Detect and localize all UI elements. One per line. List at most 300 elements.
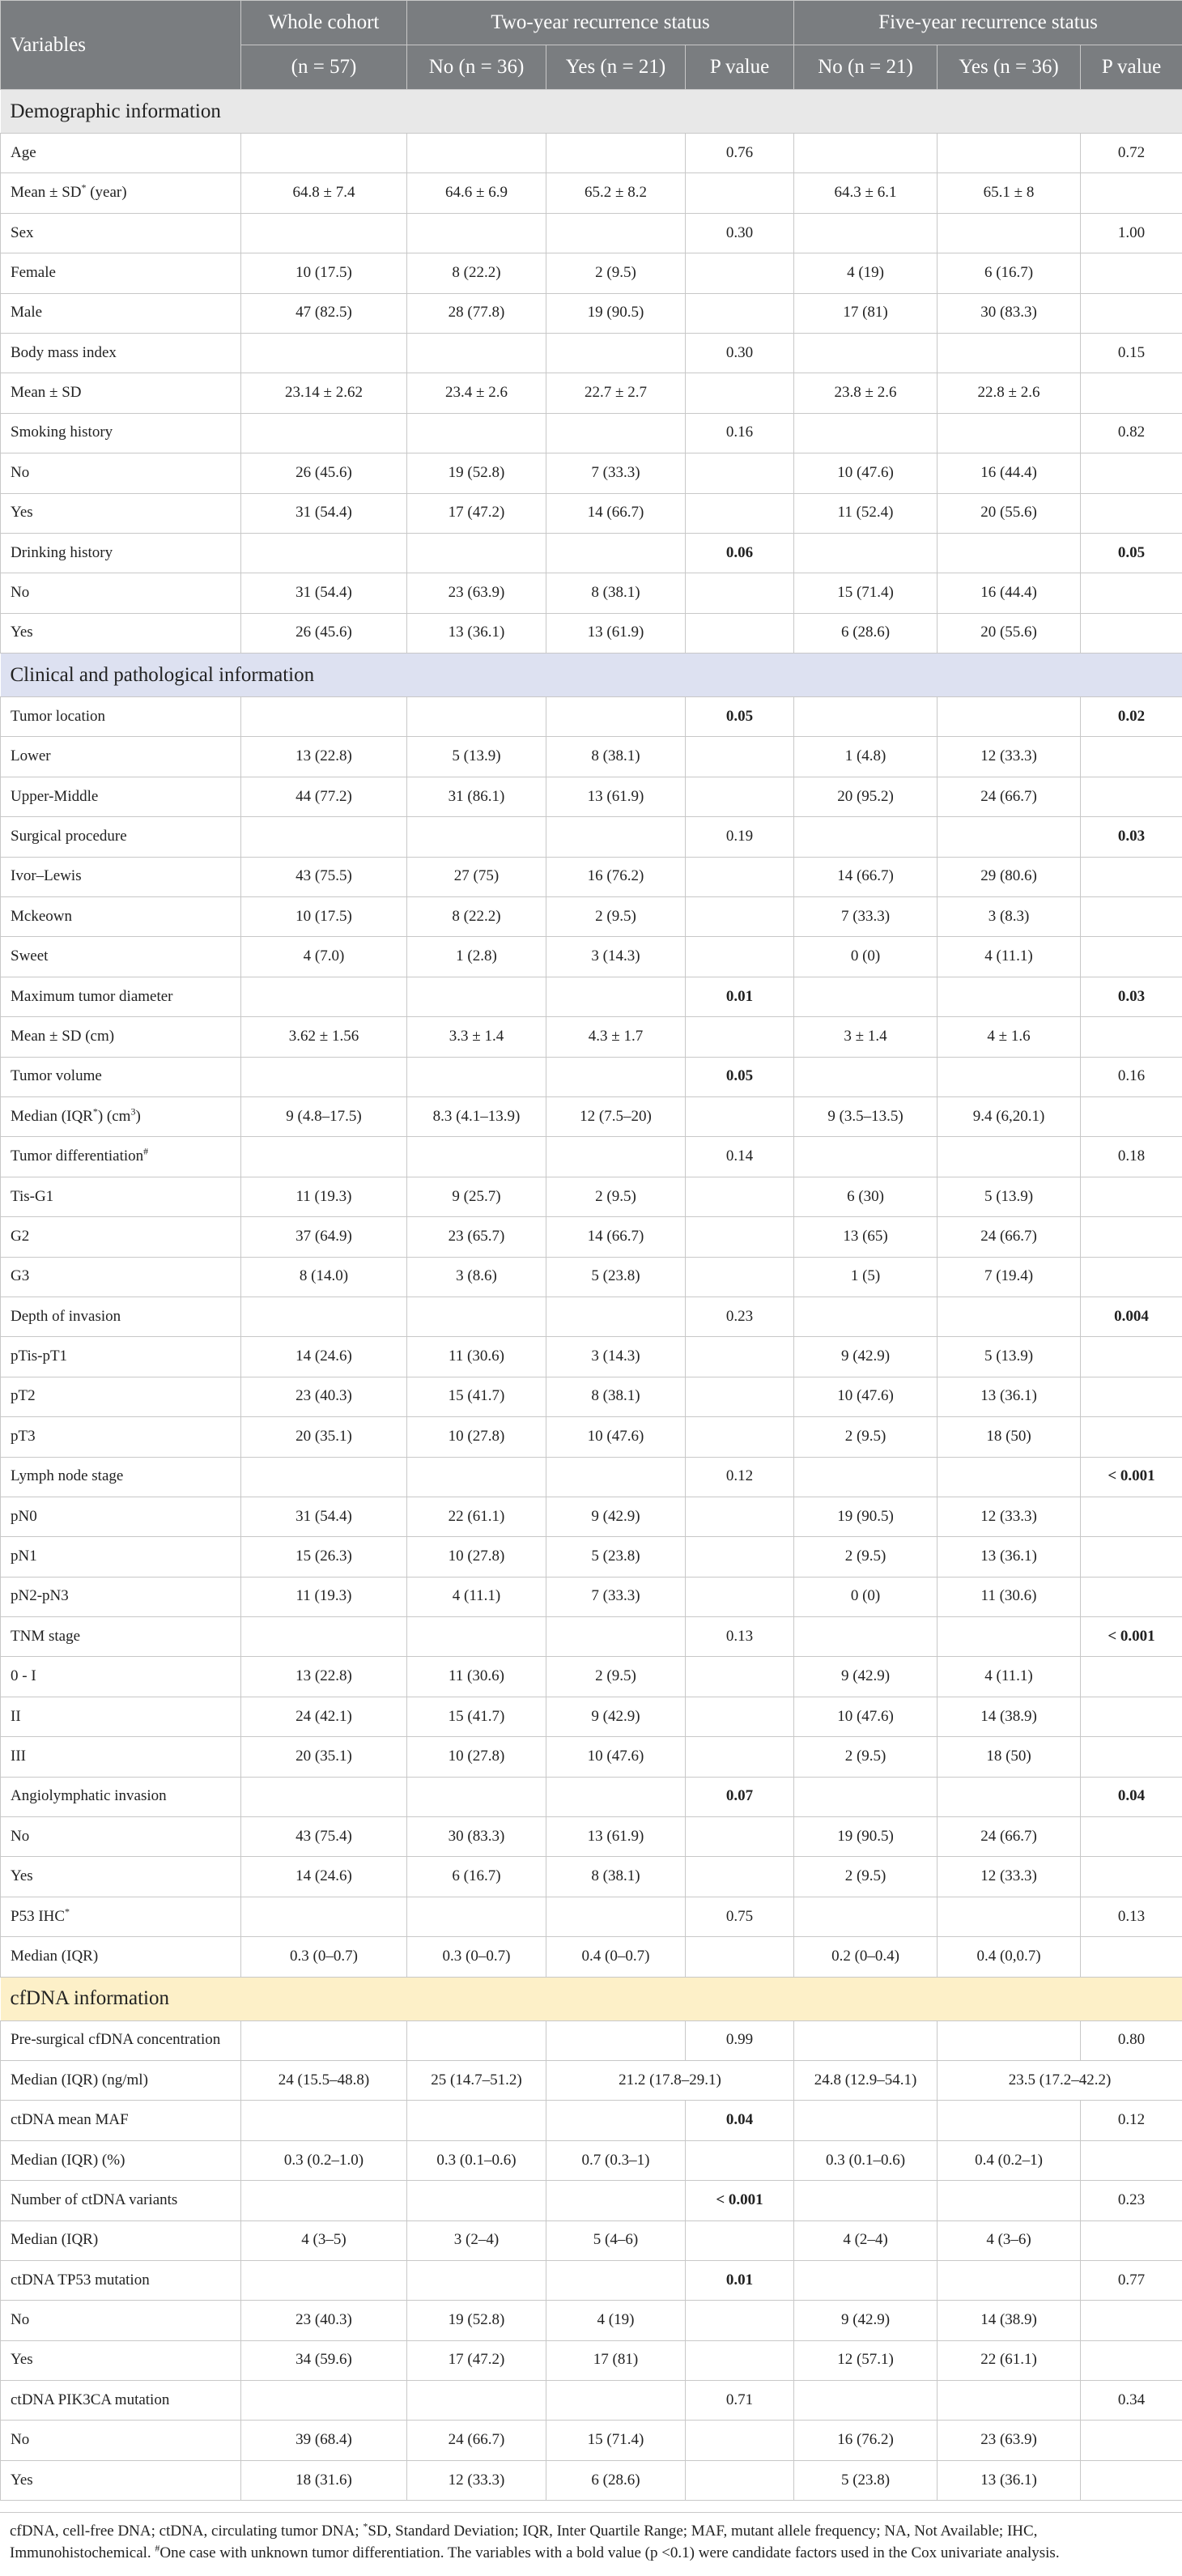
p-value-cell [686, 1377, 794, 1416]
table-cell: 13 (36.1) [938, 1537, 1081, 1577]
table-cell [938, 977, 1081, 1016]
table-cell [938, 1297, 1081, 1336]
row-label: Yes [1, 1857, 241, 1897]
p-value-cell [1081, 493, 1182, 533]
p-value-cell [686, 1017, 794, 1057]
row-label: 0 - I [1, 1657, 241, 1697]
table-cell: 0.3 (0–0.7) [407, 1937, 546, 1977]
row-label: Tumor location [1, 697, 241, 737]
table-cell: 18 (31.6) [241, 2460, 407, 2500]
p-value-cell [686, 293, 794, 333]
row-label: Number of ctDNA variants [1, 2181, 241, 2220]
p-value-cell: 1.00 [1081, 213, 1182, 253]
row-label: G3 [1, 1257, 241, 1297]
row-label: pTis-pT1 [1, 1337, 241, 1377]
table-cell: 20 (55.6) [938, 493, 1081, 533]
p-value-cell [1081, 453, 1182, 493]
table-cell [407, 333, 546, 373]
table-cell [546, 1777, 686, 1816]
table-cell: 0.2 (0–0.4) [794, 1937, 938, 1977]
table-cell: 19 (90.5) [546, 293, 686, 333]
row-label: TNM stage [1, 1617, 241, 1657]
table-row [1, 413, 1182, 453]
table-cell [794, 817, 938, 857]
table-cell [407, 977, 546, 1016]
p-value-cell [1081, 1497, 1182, 1536]
p-value-cell [686, 1657, 794, 1697]
table-row [1, 1657, 1182, 1697]
row-label: Yes [1, 2340, 241, 2380]
table-cell: 64.8 ± 7.4 [241, 173, 407, 213]
table-cell [794, 413, 938, 453]
table-cell: 30 (83.3) [938, 293, 1081, 333]
p-value-cell [686, 1857, 794, 1897]
p-value-cell [1081, 2140, 1182, 2180]
p-value-cell [686, 1817, 794, 1857]
table-cell [241, 533, 407, 573]
table-cell: 6 (28.6) [546, 2460, 686, 2500]
p-value-cell [686, 1177, 794, 1216]
table-cell: 2 (9.5) [794, 1737, 938, 1777]
table-cell: 23.8 ± 2.6 [794, 373, 938, 413]
table-cell: 7 (33.3) [794, 897, 938, 937]
table-row [1, 333, 1182, 373]
table-cell: 5 (13.9) [938, 1177, 1081, 1216]
table-row [1, 1577, 1182, 1616]
table-cell: 13 (22.8) [241, 1657, 407, 1697]
table-cell [407, 1297, 546, 1336]
table-cell: 9 (42.9) [794, 1337, 938, 1377]
table-cell: 14 (66.7) [546, 1217, 686, 1257]
table-cell [241, 1897, 407, 1936]
table-cell [546, 2101, 686, 2140]
p-value-cell: 0.02 [1081, 697, 1182, 737]
table-cell: 3 (14.3) [546, 937, 686, 977]
row-label: pN1 [1, 1537, 241, 1577]
table-cell: 12 (7.5–20) [546, 1096, 686, 1136]
p-value-cell: 0.23 [1081, 2181, 1182, 2220]
row-label: Surgical procedure [1, 817, 241, 857]
row-label: Maximum tumor diameter [1, 977, 241, 1016]
table-cell [794, 1137, 938, 1177]
row-label: Tis-G1 [1, 1177, 241, 1216]
table-cell: 11 (52.4) [794, 493, 938, 533]
table-cell: 3 (2–4) [407, 2220, 546, 2260]
p-value-cell [686, 737, 794, 777]
row-label: Mean ± SD* (year) [1, 173, 241, 213]
table-cell [241, 2260, 407, 2300]
table-cell: 5 (23.8) [546, 1537, 686, 1577]
row-label: Ivor–Lewis [1, 857, 241, 896]
section-cfdna [1, 1977, 1182, 2020]
table-cell: 9 (42.9) [794, 1657, 938, 1697]
table-cell: 4 (11.1) [938, 937, 1081, 977]
p-value-cell: 0.05 [686, 1057, 794, 1096]
table-cell: 7 (33.3) [546, 1577, 686, 1616]
table-cell: 5 (4–6) [546, 2220, 686, 2260]
table-cell: 16 (44.4) [938, 573, 1081, 613]
table-cell: 4 (3–6) [938, 2220, 1081, 2260]
table-cell: 0.4 (0,0.7) [938, 1937, 1081, 1977]
p-value-cell [1081, 2340, 1182, 2380]
table-cell: 2 (9.5) [794, 1537, 938, 1577]
table-cell: 13 (36.1) [938, 1377, 1081, 1416]
table-cell: 44 (77.2) [241, 777, 407, 816]
row-label: Body mass index [1, 333, 241, 373]
table-cell [241, 1457, 407, 1497]
header-variables: Variables [1, 1, 241, 90]
row-label: Median (IQR*) $(cm^3)$ [1, 1096, 241, 1136]
p-value-cell: 0.72 [1081, 134, 1182, 173]
table-cell [938, 333, 1081, 373]
table-cell: 18 (50) [938, 1417, 1081, 1457]
table-row [1, 2181, 1182, 2220]
table-cell: 14 (38.9) [938, 1697, 1081, 1736]
table-cell: 10 (17.5) [241, 897, 407, 937]
p-value-cell: 0.04 [686, 2101, 794, 2140]
table-cell [407, 1137, 546, 1177]
table-cell: 27 (75) [407, 857, 546, 896]
p-value-cell: 0.80 [1081, 2020, 1182, 2060]
row-label: Male [1, 293, 241, 333]
row-label: Mean ± SD (cm) [1, 1017, 241, 1057]
table-cell [938, 413, 1081, 453]
row-label: Median (IQR) [1, 2220, 241, 2260]
table-cell [241, 1777, 407, 1816]
table-cell: 43 (75.5) [241, 857, 407, 896]
p-value-cell [1081, 1737, 1182, 1777]
table-cell: 22 (61.1) [938, 2340, 1081, 2380]
table-cell [546, 2381, 686, 2421]
table-cell: 22.8 ± 2.6 [938, 373, 1081, 413]
p-value-cell [686, 253, 794, 293]
table-row [1, 1017, 1182, 1057]
table-cell [407, 2381, 546, 2421]
table-row [1, 1777, 1182, 1816]
table-cell: 23 (63.9) [938, 2421, 1081, 2460]
p-value-cell [1081, 1017, 1182, 1057]
table-cell: 31 (86.1) [407, 777, 546, 816]
table-cell: 13 (36.1) [938, 2460, 1081, 2500]
table-cell [241, 1137, 407, 1177]
table-cell: 9 (4.8–17.5) [241, 1096, 407, 1136]
table-cell [546, 1297, 686, 1336]
table-cell: 4 ± 1.6 [938, 1017, 1081, 1057]
header-p-value: P value [686, 45, 794, 90]
table-cell: 1 (4.8) [794, 737, 938, 777]
table-cell: 6 (30) [794, 1177, 938, 1216]
table-row [1, 1257, 1182, 1297]
row-label: ctDNA PIK3CA mutation [1, 2381, 241, 2421]
table-cell: 31 (54.4) [241, 1497, 407, 1536]
table-cell: 17 (81) [794, 293, 938, 333]
p-value-cell [1081, 1337, 1182, 1377]
table-cell [241, 2020, 407, 2060]
table-cell [546, 1057, 686, 1096]
table-cell [794, 134, 938, 173]
p-value-cell [686, 453, 794, 493]
table-cell [546, 533, 686, 573]
table-cell [407, 2260, 546, 2300]
footnote: cfDNA, cell-free DNA; ctDNA, circulating tumor DNA; *SD, Standard Deviation; IQR, Inter Quartile Range; MAF, mutant allele frequency; NA, Not Available; IHC, Immunohistochemical. #One case with unknown tumor differentiation. The variables with a bold value (p <0.1) were candidate factors used in the Cox univariate analysis. [0, 2512, 1182, 2573]
row-label: Tumor volume [1, 1057, 241, 1096]
table-cell: 43 (75.4) [241, 1817, 407, 1857]
table-cell: 6 (28.6) [794, 613, 938, 653]
table-cell [241, 2381, 407, 2421]
table-cell: 64.3 ± 6.1 [794, 173, 938, 213]
table-cell: 18 (50) [938, 1737, 1081, 1777]
table-cell: 15 (71.4) [794, 573, 938, 613]
table-row [1, 1497, 1182, 1536]
table-cell: 31 (54.4) [241, 573, 407, 613]
table-cell: 3 (8.3) [938, 897, 1081, 937]
table-cell: 10 (47.6) [546, 1417, 686, 1457]
table-cell [794, 977, 938, 1016]
table-cell [938, 1457, 1081, 1497]
table-row [1, 533, 1182, 573]
row-label: G2 [1, 1217, 241, 1257]
table-cell: 9 (25.7) [407, 1177, 546, 1216]
table-cell: 14 (66.7) [794, 857, 938, 896]
p-value-cell [1081, 1577, 1182, 1616]
p-value-cell [686, 2140, 794, 2180]
row-label: No [1, 2421, 241, 2460]
table-cell: 13 (65) [794, 1217, 938, 1257]
table-cell [938, 2381, 1081, 2421]
table-cell: 20 (55.6) [938, 613, 1081, 653]
table-cell: 65.2 ± 8.2 [546, 173, 686, 213]
table-cell: 10 (17.5) [241, 253, 407, 293]
table-row [1, 1817, 1182, 1857]
table-cell: 3.62 ± 1.56 [241, 1017, 407, 1057]
table-cell [938, 1617, 1081, 1657]
header-whole-cohort: Whole cohort [241, 1, 407, 45]
table-cell [938, 213, 1081, 253]
p-value-cell: 0.13 [1081, 1897, 1182, 1936]
table-row [1, 213, 1182, 253]
table-row [1, 2260, 1182, 2300]
table-cell [938, 1777, 1081, 1816]
p-value-cell [686, 1417, 794, 1457]
table-cell: 8 (22.2) [407, 897, 546, 937]
table-cell: 16 (76.2) [546, 857, 686, 896]
table-row [1, 1537, 1182, 1577]
p-value-cell [686, 1217, 794, 1257]
table-cell: 29 (80.6) [938, 857, 1081, 896]
table-cell: 8 (38.1) [546, 1857, 686, 1897]
table-cell: 8 (14.0) [241, 1257, 407, 1297]
table-cell [241, 333, 407, 373]
row-label: Angiolymphatic invasion [1, 1777, 241, 1816]
table-cell: 2 (9.5) [546, 897, 686, 937]
p-value-cell [1081, 373, 1182, 413]
table-cell [546, 2260, 686, 2300]
p-value-cell [686, 2460, 794, 2500]
row-label: Yes [1, 2460, 241, 2500]
table-cell: 0.4 (0.2–1) [938, 2140, 1081, 2180]
p-value-cell [1081, 253, 1182, 293]
p-value-cell: 0.004 [1081, 1297, 1182, 1336]
table-cell [794, 1457, 938, 1497]
table-row [1, 977, 1182, 1016]
table-cell: 5 (23.8) [794, 2460, 938, 2500]
table-cell: 0.7 (0.3–1) [546, 2140, 686, 2180]
table-cell: 8 (38.1) [546, 737, 686, 777]
table-cell: 26 (45.6) [241, 613, 407, 653]
table-cell: 2 (9.5) [794, 1417, 938, 1457]
row-label: Sweet [1, 937, 241, 977]
table-cell [546, 1137, 686, 1177]
table-cell [794, 2101, 938, 2140]
table-row [1, 253, 1182, 293]
p-value-cell [686, 1257, 794, 1297]
row-label: Pre-surgical cfDNA concentration [1, 2020, 241, 2060]
table-cell: 14 (24.6) [241, 1337, 407, 1377]
p-value-cell [1081, 1537, 1182, 1577]
table-row [1, 613, 1182, 653]
table-row [1, 1417, 1182, 1457]
p-value-cell: < 0.001 [1081, 1457, 1182, 1497]
table-row [1, 2301, 1182, 2340]
table-cell [938, 1897, 1081, 1936]
table-row [1, 2381, 1182, 2421]
p-value-cell: 0.99 [686, 2020, 794, 2060]
table-cell: 9 (42.9) [546, 1497, 686, 1536]
table-cell [938, 2020, 1081, 2060]
p-value-cell [1081, 173, 1182, 213]
table-cell: 8 (22.2) [407, 253, 546, 293]
table-row [1, 373, 1182, 413]
table-cell [938, 1137, 1081, 1177]
table-body [1, 90, 1182, 2501]
table-row [1, 1457, 1182, 1497]
table-cell: 9 (42.9) [794, 2301, 938, 2340]
p-value-cell: 0.71 [686, 2381, 794, 2421]
table-cell [546, 1457, 686, 1497]
table-cell: 4 (2–4) [794, 2220, 938, 2260]
table-row [1, 1057, 1182, 1096]
table-cell: 3 (14.3) [546, 1337, 686, 1377]
table-row [1, 134, 1182, 173]
table-cell: 0.3 (0–0.7) [241, 1937, 407, 1977]
table-row [1, 777, 1182, 816]
table-cell: 12 (33.3) [407, 2460, 546, 2500]
p-value-cell [1081, 2460, 1182, 2500]
table-cell [546, 1897, 686, 1936]
p-value-cell [686, 937, 794, 977]
table-cell [546, 1617, 686, 1657]
table-cell: 25 (14.7–51.2) [407, 2060, 546, 2100]
table-cell [794, 533, 938, 573]
table-cell: 15 (26.3) [241, 1537, 407, 1577]
header-two-year: Two-year recurrence status [407, 1, 794, 45]
table-cell: 20 (35.1) [241, 1417, 407, 1457]
table-cell: 28 (77.8) [407, 293, 546, 333]
table-cell: 1 (5) [794, 1257, 938, 1297]
table-row [1, 293, 1182, 333]
table-cell: 34 (59.6) [241, 2340, 407, 2380]
table-cell: 9 (3.5–13.5) [794, 1096, 938, 1136]
table-cell: 24 (66.7) [407, 2421, 546, 2460]
table-cell [938, 1057, 1081, 1096]
table-row [1, 857, 1182, 896]
row-label: No [1, 453, 241, 493]
table-cell: 7 (19.4) [938, 1257, 1081, 1297]
table-row [1, 1217, 1182, 1257]
table-row [1, 1096, 1182, 1136]
row-label: Age [1, 134, 241, 173]
table-cell [407, 2181, 546, 2220]
table-row [1, 1737, 1182, 1777]
table-cell [241, 2181, 407, 2220]
p-value-cell: 0.15 [1081, 333, 1182, 373]
table-cell [938, 134, 1081, 173]
table-cell: 8.3 (4.1–13.9) [407, 1096, 546, 1136]
p-value-cell: 0.05 [686, 697, 794, 737]
table-cell [546, 413, 686, 453]
table-cell [546, 134, 686, 173]
table-cell: 15 (71.4) [546, 2421, 686, 2460]
table-cell [241, 413, 407, 453]
section-clinical [1, 654, 1182, 697]
header-p-value-2: P value [1081, 45, 1182, 90]
table-cell: 0 (0) [794, 937, 938, 977]
row-label: Lymph node stage [1, 1457, 241, 1497]
table-cell: 0.3 (0.2–1.0) [241, 2140, 407, 2180]
p-value-cell [686, 493, 794, 533]
table-cell: 37 (64.9) [241, 1217, 407, 1257]
table-cell [407, 2020, 546, 2060]
table-cell: 22.7 ± 2.7 [546, 373, 686, 413]
p-value-cell: < 0.001 [686, 2181, 794, 2220]
table-cell: 17 (47.2) [407, 493, 546, 533]
row-label: pT3 [1, 1417, 241, 1457]
table-cell: 10 (47.6) [794, 1377, 938, 1416]
row-label: pT2 [1, 1377, 241, 1416]
table-cell: 2 (9.5) [546, 1657, 686, 1697]
p-value-cell [1081, 293, 1182, 333]
table-cell: 20 (95.2) [794, 777, 938, 816]
p-value-cell [686, 613, 794, 653]
table-cell: 64.6 ± 6.9 [407, 173, 546, 213]
p-value-cell [686, 2301, 794, 2340]
row-label: Upper-Middle [1, 777, 241, 816]
p-value-cell: 0.23 [686, 1297, 794, 1336]
p-value-cell: 0.03 [1081, 977, 1182, 1016]
p-value-cell [686, 1577, 794, 1616]
row-label: Median (IQR) (%) [1, 2140, 241, 2180]
row-label: Yes [1, 493, 241, 533]
table-row [1, 1897, 1182, 1936]
table-cell [938, 2260, 1081, 2300]
row-label: ctDNA TP53 mutation [1, 2260, 241, 2300]
table-cell: 24 (15.5–48.8) [241, 2060, 407, 2100]
p-value-cell [686, 857, 794, 896]
p-value-cell [1081, 1217, 1182, 1257]
table-row [1, 2421, 1182, 2460]
p-value-cell: 0.01 [686, 977, 794, 1016]
table-row [1, 1937, 1182, 1977]
table-cell: 10 (27.8) [407, 1737, 546, 1777]
table-row [1, 1177, 1182, 1216]
table-cell [407, 533, 546, 573]
table-cell [794, 2020, 938, 2060]
table-cell: 15 (41.7) [407, 1697, 546, 1736]
table-cell [546, 213, 686, 253]
table-cell: 5 (23.8) [546, 1257, 686, 1297]
header-five-year: Five-year recurrence status [794, 1, 1182, 45]
row-label: Smoking history [1, 413, 241, 453]
